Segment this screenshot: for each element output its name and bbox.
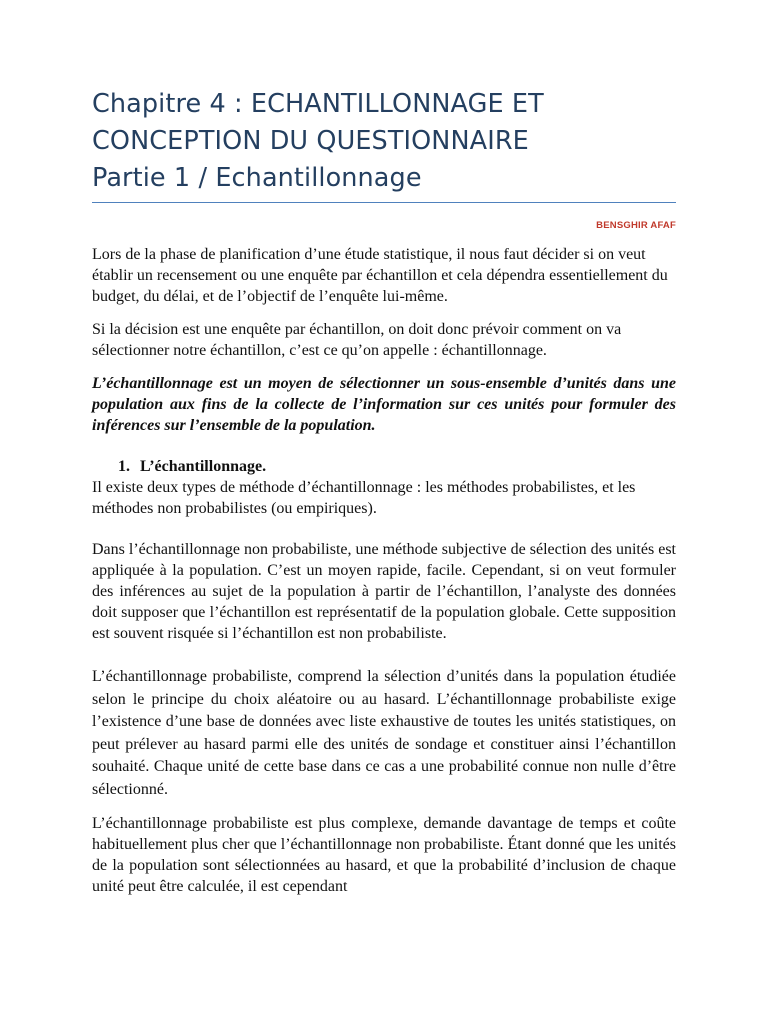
paragraph-types: Il existe deux types de méthode d’échantillonnage : les méthodes probabilistes, et les méthodes non probabilistes (ou empiriques). bbox=[92, 479, 636, 517]
section-heading-1 bbox=[92, 456, 676, 477]
section-title: L’échantillonnage. bbox=[140, 458, 267, 475]
section-number: 1. bbox=[118, 458, 130, 475]
paragraph-probabilistic: L’échantillonnage probabiliste, comprend la sélection d’unités dans la population étudiée selon le principe du choix aléatoire ou au hasard. L’échantillonnage probabiliste exige l’existence d’une base de données avec liste exhaustive de toutes les unités statistiques, on peut prélever au hasard parmi elle des unités de sondage et constituer ainsi l’échantillon souhaité. Chaque unité de cette base dans ce cas a une probabilité connue non nulle d’être sélectionné. bbox=[92, 668, 676, 798]
title-line-1: Chapitre 4 : ECHANTILLONNAGE ET bbox=[92, 89, 544, 119]
paragraph-intro: Lors de la phase de planification d’une étude statistique, il nous faut décider si on veut établir un recensement ou une enquête par échantillon et cela dépendra essentiellement du budget, du délai, et de l’objectif de l’enquête lui-même. bbox=[92, 246, 668, 305]
paragraph-decision: Si la décision est une enquête par échantillon, on doit donc prévoir comment on va sélectionner notre échantillon, c’est ce qu’on appelle : échantillonnage. bbox=[92, 321, 622, 359]
title-divider bbox=[92, 202, 676, 203]
title-line-3: Partie 1 / Echantillonnage bbox=[92, 163, 422, 193]
definition-paragraph: L’échantillonnage est un moyen de sélectionner un sous-ensemble d’unités dans une population aux fins de la collecte de l’information sur ces unités pour formuler des inférences sur l’ensemble de la population. bbox=[92, 375, 676, 434]
page-title bbox=[92, 86, 692, 197]
paragraph-non-probabilistic: Dans l’échantillonnage non probabiliste, une méthode subjective de sélection des unités est appliquée à la population. C’est un moyen rapide, facile. Cependant, si on veut formuler des inférences au sujet de la population à partir de l’échantillon, l’analyste des données doit supposer que l’échantillon est représentatif de la population globale. Cette supposition est souvent risquée si l’échantillon est non probabiliste. bbox=[92, 541, 676, 642]
paragraph-probabilistic-complexity: L’échantillonnage probabiliste est plus complexe, demande davantage de temps et coûte habituellement plus cher que l’échantillonnage non probabiliste. Étant donné que les unités de la population sont sélectionnées au hasard, et que la probabilité d’inclusion de chaque unité peut être calculée, il est cependant bbox=[92, 815, 676, 895]
author-name: BENSGHIR AFAF bbox=[596, 220, 676, 231]
title-line-2: CONCEPTION DU QUESTIONNAIRE bbox=[92, 126, 529, 156]
document-body bbox=[92, 244, 676, 897]
